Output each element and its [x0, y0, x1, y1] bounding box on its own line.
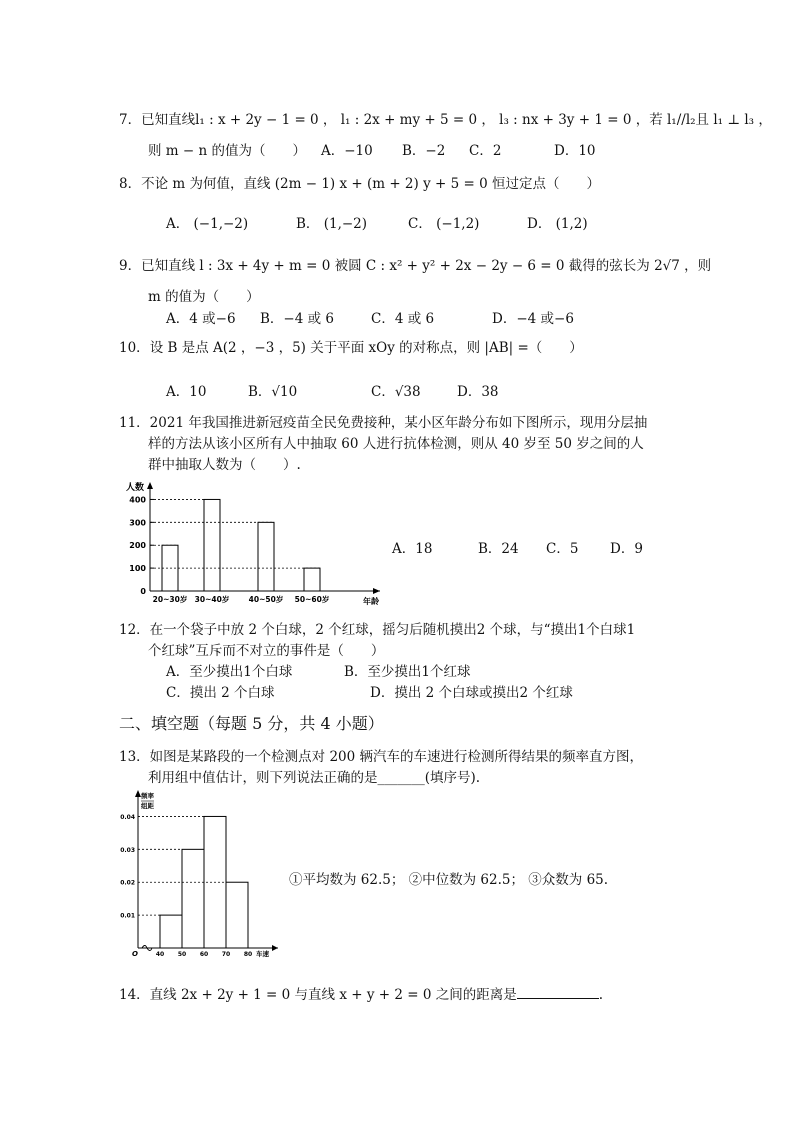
y-tick-label: 400 — [129, 495, 146, 505]
x-tick-label: 40 — [155, 951, 165, 958]
y-tick-label: 0 — [140, 587, 146, 596]
q13-statements: ①平均数为 62.5； ②中位数为 62.5； ③众数为 65. — [289, 872, 609, 888]
q8-option-b: B． (1,−2) — [296, 216, 368, 232]
q10-text — [119, 336, 583, 356]
q12-option-d: D．摸出 2 个白球或摸出2 个红球 — [370, 685, 573, 701]
section-title: 二、填空题（每题 5 分，共 4 小题） — [119, 714, 384, 733]
age-chart-group — [126, 481, 380, 606]
origin-label: O — [132, 950, 138, 958]
q8-number: 8． — [119, 176, 142, 192]
y-axis-label-bottom: 组距 — [141, 802, 154, 810]
q9-stem: 已知直线 l : 3x + 4y + m = 0 被圆 C : x² + y² + 2x − 2y − 6 = 0 截得的弦长为 2√7 ，则 — [141, 258, 712, 274]
x-axis-arrow — [373, 588, 380, 594]
q7-option-c: C．2 — [469, 143, 502, 159]
q7-number: 7． — [119, 112, 142, 128]
bar — [304, 568, 320, 591]
x-tick-label: 80 — [243, 951, 253, 958]
y-tick-label: 300 — [129, 518, 146, 528]
speed-histogram — [110, 788, 285, 963]
q12-option-a: A．至少摸出1个白球 — [166, 664, 293, 680]
y-tick-label: 200 — [129, 541, 146, 551]
q12-option-c: C．摸出 2 个白球 — [166, 685, 275, 701]
age-distribution-chart — [118, 478, 398, 608]
q14-text — [119, 983, 603, 1003]
q10-number: 10． — [119, 340, 150, 356]
q8-option-a: A． (−1,−2) — [166, 216, 249, 232]
q7-line2: 则 m − n 的值为（ ） — [148, 143, 306, 159]
q8-option-c: C． (−1,2) — [408, 216, 480, 232]
q14-stem: 14．直线 2x + 2y + 1 = 0 与直线 x + y + 2 = 0 之间的距离是 — [119, 987, 517, 1003]
q8-stem: 不论 m 为何值，直线 (2m − 1) x + (m + 2) y + 5 = 0 恒过定点（ ） — [141, 176, 600, 192]
x-tick-label: 20~30岁 — [152, 595, 188, 604]
y-axis-label: 人数 — [126, 483, 145, 493]
x-tick-label: 60 — [199, 951, 209, 958]
q11-option-d: D．9 — [610, 541, 643, 557]
q13-line1: 13．如图是某路段的一个检测点对 200 辆汽车的车速进行检测所得结果的频率直方图， — [119, 749, 644, 765]
histogram-bar — [160, 915, 182, 948]
y-tick-label: 0.01 — [120, 912, 135, 920]
histogram-bar — [226, 882, 248, 948]
q12-line2: 个红球”互斥而不对立的事件是（ ） — [148, 643, 385, 659]
x-tick-label: 30~40岁 — [194, 595, 230, 604]
q9-option-d: D．−4 或−6 — [492, 311, 574, 327]
q7-text — [119, 108, 772, 128]
y-tick-label: 0.02 — [120, 879, 135, 887]
q9-line2: m 的值为（ ） — [148, 289, 260, 305]
y-axis-label-top: 频率 — [141, 792, 154, 800]
x-tick-label: 50~60岁 — [294, 595, 330, 604]
x-axis-label: 车速 — [256, 950, 269, 958]
q11-line1: 11．2021 年我国推进新冠疫苗全民免费接种，某小区年龄分布如下图所示，现用分层抽 — [119, 415, 648, 431]
q10-option-d: D．38 — [457, 384, 499, 400]
histogram-group — [120, 790, 278, 958]
y-tick-label: 100 — [129, 564, 146, 574]
y-axis-arrow — [147, 482, 153, 489]
q7-stem: 已知直线l₁ : x + 2y − 1 = 0 ， l₁ : 2x + my + 5 = 0 ， l₃ : nx + 3y + 1 = 0 ，若 l₁//l₂且 l₁ ⊥ l₃ ， — [141, 112, 772, 128]
histogram-bar — [182, 849, 204, 948]
q11-line3: 群中抽取人数为（ ）. — [148, 457, 301, 473]
q8-text — [119, 172, 600, 192]
y-tick-label: 0.03 — [120, 846, 135, 854]
bar — [204, 499, 220, 591]
q12-line1: 12．在一个袋子中放 2 个白球，2 个红球，摇匀后随机摸出2 个球，与“摸出1个白球1 — [119, 622, 636, 638]
q11-option-b: B．24 — [478, 541, 519, 557]
q11-option-a: A．18 — [392, 541, 433, 557]
y-tick-label: 0.04 — [120, 813, 135, 821]
q10-option-b: B．√10 — [248, 384, 298, 400]
x-axis-arrow — [272, 945, 278, 951]
q9-option-b: B．−4 或 6 — [260, 311, 334, 327]
q9-option-a: A．4 或−6 — [166, 311, 236, 327]
q11-line2: 样的方法从该小区所有人中抽取 60 人进行抗体检测，则从 40 岁至 50 岁之间的人 — [148, 436, 644, 452]
q14-tail: . — [598, 987, 604, 1003]
q9-text — [119, 254, 711, 274]
q7-option-d: D．10 — [554, 143, 596, 159]
q8-option-d: D． (1,2) — [527, 216, 588, 232]
x-axis-label: 年龄 — [363, 597, 379, 606]
q7-option-a: A．−10 — [321, 143, 373, 159]
bar — [258, 522, 274, 591]
q9-number: 9． — [119, 258, 142, 274]
q10-stem: 设 B 是点 A(2 ，−3 ，5) 关于平面 xOy 的对称点，则 |AB| =（ ） — [149, 340, 583, 356]
q11-option-c: C．5 — [546, 541, 579, 557]
x-tick-label: 50 — [177, 951, 187, 958]
x-tick-label: 70 — [221, 951, 231, 958]
q9-option-c: C．4 或 6 — [371, 311, 435, 327]
q13-line2: 利用组中值估计，则下列说法正确的是_______(填序号). — [148, 770, 481, 786]
q10-option-a: A．10 — [166, 384, 207, 400]
q7-option-b: B．−2 — [402, 143, 446, 159]
q14-answer-blank — [517, 997, 599, 999]
q10-option-c: C．√38 — [371, 384, 421, 400]
x-tick-label: 40~50岁 — [248, 595, 284, 604]
q12-option-b: B．至少摸出1个红球 — [344, 664, 471, 680]
